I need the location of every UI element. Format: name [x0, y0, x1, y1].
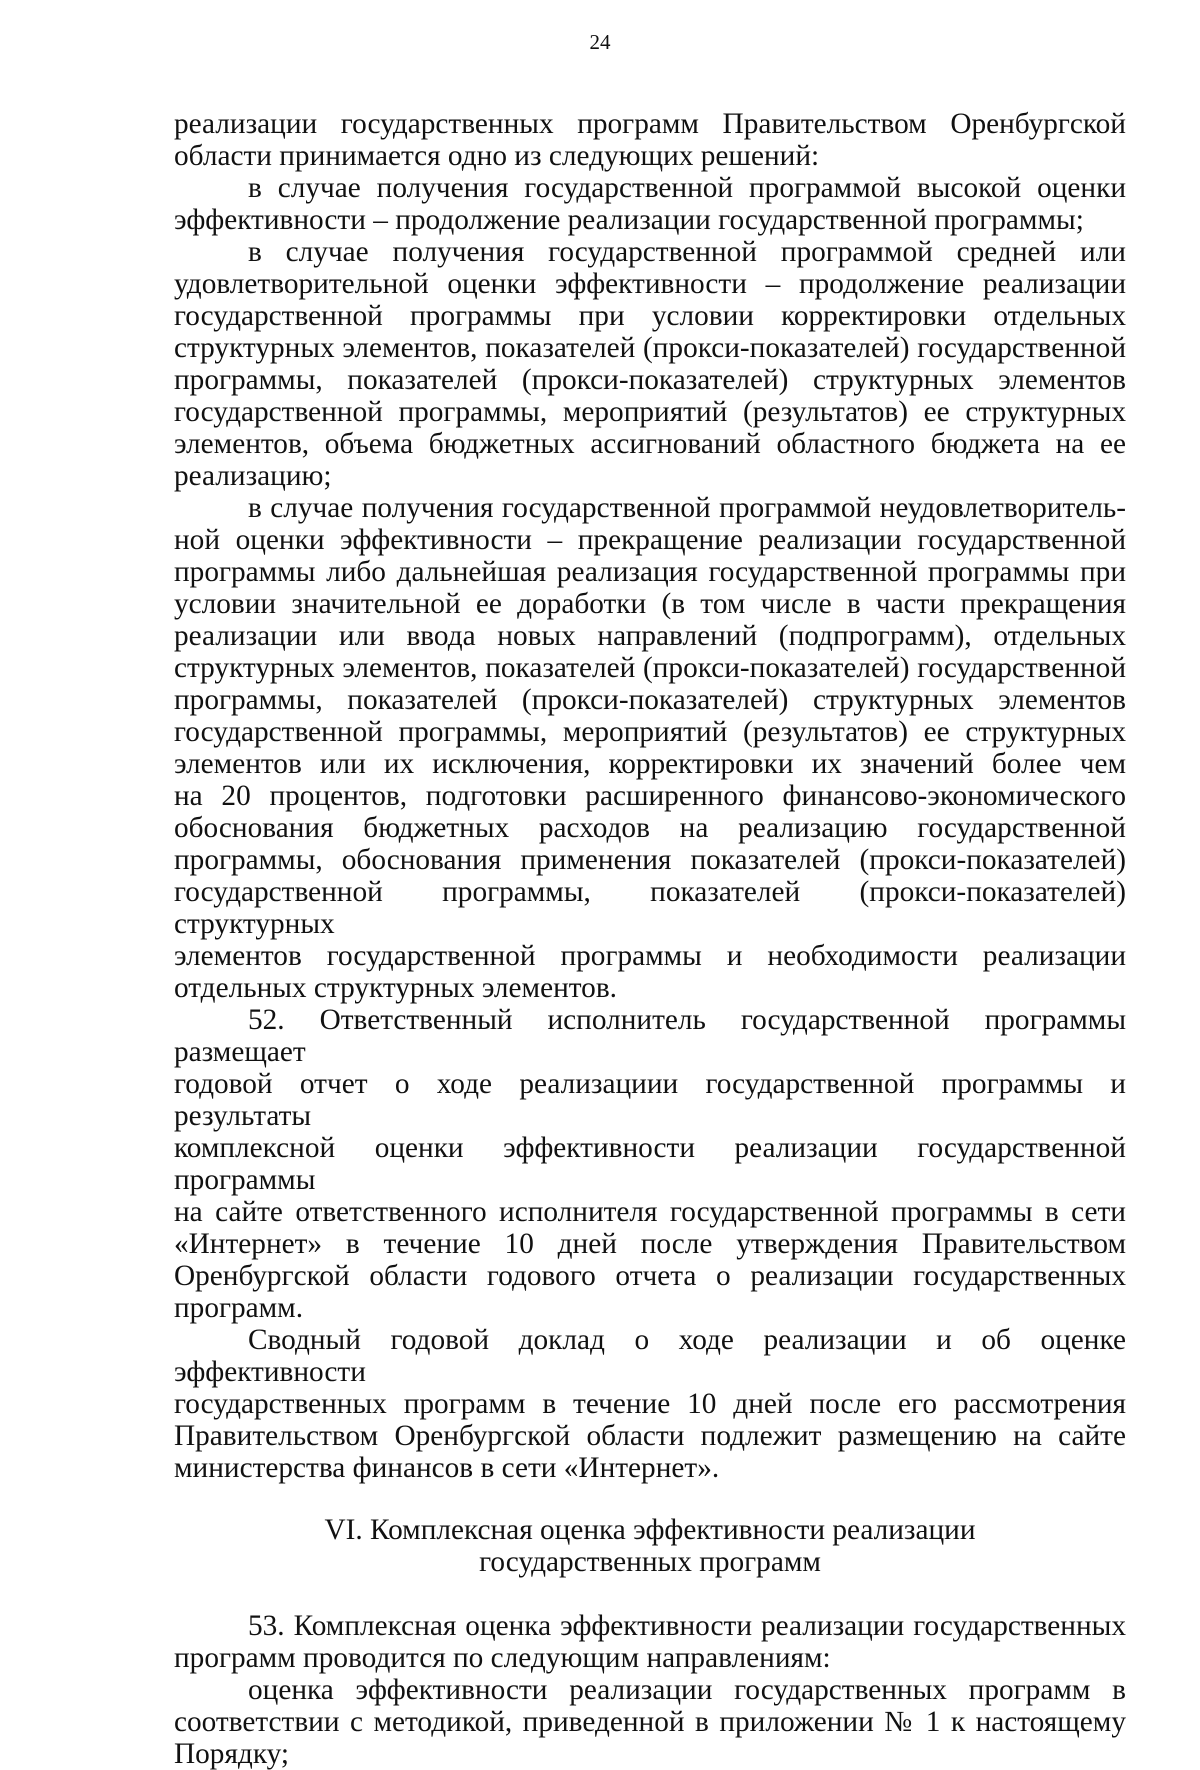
text-line: отдельных структурных элементов. — [174, 972, 617, 1004]
text-line: Порядку; — [174, 1738, 290, 1770]
paragraphs-before — [174, 108, 1126, 1484]
text-line: министерства финансов в сети «Интернет». — [174, 1452, 720, 1484]
text-line: условии значительной ее доработки (в том числе в части прекращения — [174, 588, 1126, 620]
text-line: государственной программы, показателей (прокси-показателей) структурных — [174, 876, 1126, 940]
text-line: в случае получения государственной программой высокой оценки — [248, 172, 1126, 204]
text-line: Оренбургской области годового отчета о реализации государственных — [174, 1260, 1126, 1292]
paragraphs-after — [174, 1610, 1126, 1770]
text-line: в случае получения государственной программой средней или — [248, 236, 1126, 268]
text-line: государственной программы, мероприятий (результатов) ее структурных — [174, 716, 1126, 748]
text-line: соответствии с методикой, приведенной в приложении № 1 к настоящему — [174, 1706, 1126, 1738]
text-line: программ проводится по следующим направлениям: — [174, 1642, 831, 1674]
text-line: Правительством Оренбургской области подлежит размещению на сайте — [174, 1420, 1126, 1452]
text-line: реализации государственных программ Правительством Оренбургской — [174, 108, 1126, 140]
text-line: структурных элементов, показателей (прокси-показателей) государственной — [174, 652, 1126, 684]
text-line: государственной программы при условии корректировки отдельных — [174, 300, 1126, 332]
text-line: государственной программы, мероприятий (результатов) ее структурных — [174, 396, 1126, 428]
text-line: программы либо дальнейшая реализация государственной программы при — [174, 556, 1126, 588]
page-number: 24 — [589, 30, 611, 54]
text-line: программ. — [174, 1292, 304, 1324]
text-line: годовой отчет о ходе реализациии государственной программы и результаты — [174, 1068, 1126, 1132]
section-heading — [174, 1514, 1126, 1578]
section-heading-line-1: VI. Комплексная оценка эффективности реализации — [324, 1514, 976, 1546]
text-line: структурных элементов, показателей (прокси-показателей) государственной — [174, 332, 1126, 364]
text-line: реализации или ввода новых направлений (подпрограмм), отдельных — [174, 620, 1126, 652]
text-line: 53. Комплексная оценка эффективности реализации государственных — [248, 1610, 1126, 1642]
text-line: оценка эффективности реализации государственных программ в — [248, 1674, 1126, 1706]
text-line: Сводный годовой доклад о ходе реализации и об оценке эффективности — [174, 1324, 1126, 1388]
text-line: комплексной оценки эффективности реализации государственной программы — [174, 1132, 1126, 1196]
text-line: программы, обоснования применения показателей (прокси-показателей) — [174, 844, 1126, 876]
section-heading-line-2: государственных программ — [479, 1546, 821, 1578]
text-line: «Интернет» в течение 10 дней после утверждения Правительством — [174, 1228, 1126, 1260]
text-line: эффективности – продолжение реализации государственной программы; — [174, 204, 1084, 236]
text-line: ной оценки эффективности – прекращение реализации государственной — [174, 524, 1126, 556]
text-line: 52. Ответственный исполнитель государственной программы размещает — [174, 1004, 1126, 1068]
text-line: реализацию; — [174, 460, 332, 492]
text-line: программы, показателей (прокси-показателей) структурных элементов — [174, 684, 1126, 716]
text-line: в случае получения государственной программой неудовлетворитель- — [248, 492, 1126, 524]
text-line: на сайте ответственного исполнителя государственной программы в сети — [174, 1196, 1126, 1228]
text-line: элементов государственной программы и необходимости реализации — [174, 940, 1126, 972]
text-line: государственных программ в течение 10 дней после его рассмотрения — [174, 1388, 1126, 1420]
text-line: на 20 процентов, подготовки расширенного финансово-экономического — [174, 780, 1126, 812]
text-line: обоснования бюджетных расходов на реализацию государственной — [174, 812, 1126, 844]
text-line: области принимается одно из следующих решений: — [174, 140, 820, 172]
document-body — [174, 108, 1126, 1770]
text-line: программы, показателей (прокси-показателей) структурных элементов — [174, 364, 1126, 396]
text-line: удовлетворительной оценки эффективности – продолжение реализации — [174, 268, 1126, 300]
text-line: элементов, объема бюджетных ассигнований областного бюджета на ее — [174, 428, 1126, 460]
text-line: элементов или их исключения, корректировки их значений более чем — [174, 748, 1126, 780]
